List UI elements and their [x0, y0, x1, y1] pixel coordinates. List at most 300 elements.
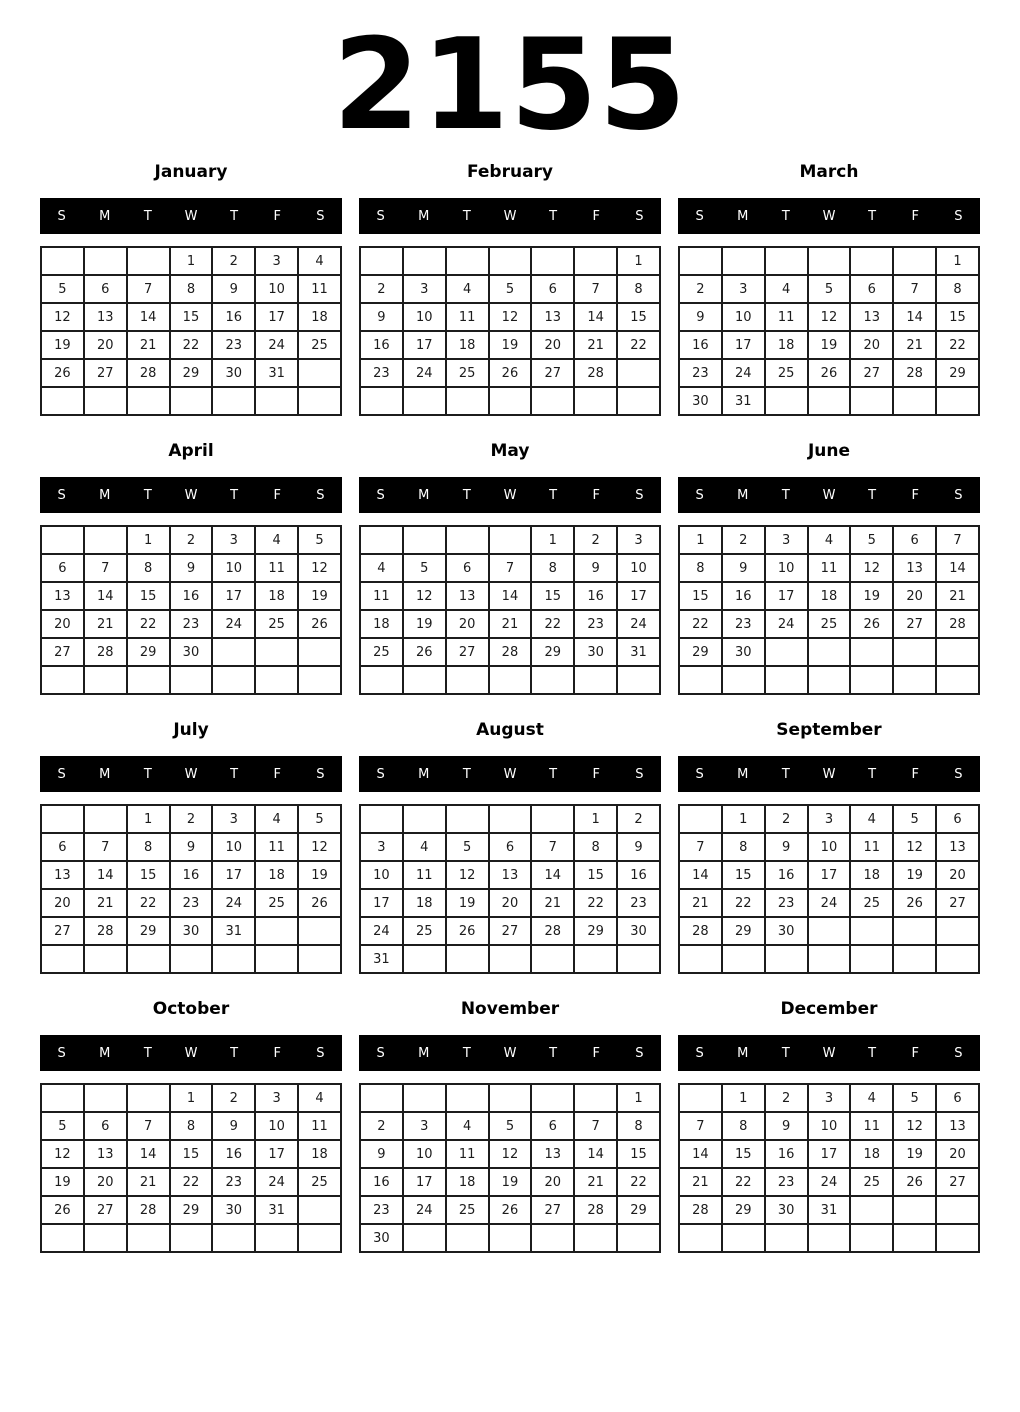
date-cell: 21 [84, 889, 127, 917]
empty-cell [170, 945, 213, 973]
date-grid [678, 1083, 980, 1253]
date-cell: 24 [617, 610, 660, 638]
date-cell: 8 [722, 833, 765, 861]
date-cell: 28 [127, 359, 170, 387]
date-cell: 15 [617, 1140, 660, 1168]
weekday-header-bar [359, 477, 661, 513]
date-cell: 30 [765, 917, 808, 945]
date-cell: 29 [170, 359, 213, 387]
date-cell: 30 [212, 1196, 255, 1224]
weekday-header-bar [359, 756, 661, 792]
date-cell: 12 [893, 1112, 936, 1140]
date-cell: 10 [212, 833, 255, 861]
date-cell: 29 [574, 917, 617, 945]
date-cell: 29 [936, 359, 979, 387]
date-cell: 30 [360, 1224, 403, 1252]
date-cell: 18 [255, 582, 298, 610]
date-cell: 27 [41, 638, 84, 666]
empty-cell [403, 247, 446, 275]
empty-cell [298, 917, 341, 945]
date-cell: 10 [808, 833, 851, 861]
date-cell: 17 [255, 303, 298, 331]
weekday-label: S [954, 208, 963, 224]
empty-cell [446, 387, 489, 415]
date-cell: 18 [446, 1168, 489, 1196]
empty-cell [617, 945, 660, 973]
date-cell: 24 [255, 331, 298, 359]
week-row [41, 303, 341, 331]
empty-cell [41, 805, 84, 833]
empty-cell [531, 387, 574, 415]
empty-cell [446, 1084, 489, 1112]
week-row [360, 1168, 660, 1196]
date-cell: 19 [446, 889, 489, 917]
date-cell: 20 [893, 582, 936, 610]
week-row [41, 666, 341, 694]
week-row [679, 554, 979, 582]
date-grid [40, 804, 342, 974]
date-cell: 25 [850, 889, 893, 917]
date-cell: 1 [127, 526, 170, 554]
empty-cell [41, 666, 84, 694]
date-cell: 16 [679, 331, 722, 359]
week-row [679, 526, 979, 554]
weekday-label: S [376, 1045, 385, 1061]
empty-cell [446, 666, 489, 694]
empty-cell [808, 666, 851, 694]
empty-cell [936, 387, 979, 415]
date-cell: 23 [574, 610, 617, 638]
date-cell: 13 [936, 833, 979, 861]
weekday-label: F [911, 487, 920, 503]
date-cell: 16 [360, 331, 403, 359]
date-cell: 30 [679, 387, 722, 415]
weekday-label: S [695, 766, 704, 782]
date-cell: 11 [446, 1140, 489, 1168]
date-cell: 3 [765, 526, 808, 554]
date-cell: 14 [893, 303, 936, 331]
month-title: May [490, 441, 530, 461]
date-cell: 20 [850, 331, 893, 359]
date-cell: 5 [298, 526, 341, 554]
date-cell: 11 [298, 275, 341, 303]
date-cell: 28 [531, 917, 574, 945]
date-grid [40, 1083, 342, 1253]
empty-cell [84, 526, 127, 554]
month-title: February [466, 162, 554, 182]
month-title: September [776, 720, 882, 740]
date-cell: 2 [574, 526, 617, 554]
date-cell: 10 [617, 554, 660, 582]
date-cell: 20 [84, 331, 127, 359]
date-cell: 27 [489, 917, 532, 945]
date-cell: 5 [41, 275, 84, 303]
empty-cell [765, 638, 808, 666]
date-cell: 5 [808, 275, 851, 303]
date-cell: 9 [212, 1112, 255, 1140]
week-row [679, 945, 979, 973]
empty-cell [679, 666, 722, 694]
weekday-header-bar [359, 1035, 661, 1071]
date-cell: 18 [808, 582, 851, 610]
date-cell: 22 [170, 1168, 213, 1196]
date-cell: 21 [893, 331, 936, 359]
week-row [360, 1196, 660, 1224]
date-cell: 25 [765, 359, 808, 387]
date-cell: 25 [255, 610, 298, 638]
date-cell: 27 [893, 610, 936, 638]
date-cell: 16 [617, 861, 660, 889]
weekday-label: S [57, 208, 66, 224]
month-block-november [359, 999, 661, 1253]
date-cell: 15 [531, 582, 574, 610]
empty-cell [403, 1224, 446, 1252]
date-cell: 4 [446, 275, 489, 303]
empty-cell [765, 247, 808, 275]
empty-cell [298, 1224, 341, 1252]
date-cell: 6 [41, 554, 84, 582]
date-cell: 22 [617, 331, 660, 359]
weekday-label: W [184, 1045, 198, 1061]
date-cell: 23 [212, 1168, 255, 1196]
date-cell: 11 [403, 861, 446, 889]
date-cell: 20 [446, 610, 489, 638]
date-cell: 5 [893, 805, 936, 833]
date-cell: 6 [489, 833, 532, 861]
weekday-label: M [418, 766, 430, 782]
weekday-label: M [737, 208, 749, 224]
date-cell: 29 [617, 1196, 660, 1224]
empty-cell [574, 945, 617, 973]
date-cell: 8 [617, 275, 660, 303]
date-cell: 11 [446, 303, 489, 331]
date-cell: 7 [84, 833, 127, 861]
date-cell: 14 [84, 861, 127, 889]
weekday-label: M [418, 208, 430, 224]
date-cell: 31 [722, 387, 765, 415]
month-block-april [40, 441, 342, 695]
empty-cell [574, 247, 617, 275]
date-cell: 30 [212, 359, 255, 387]
date-cell: 27 [531, 359, 574, 387]
weekday-label: S [316, 766, 325, 782]
weekday-label: S [376, 487, 385, 503]
weekday-label: F [273, 766, 282, 782]
week-row [360, 554, 660, 582]
empty-cell [765, 945, 808, 973]
date-cell: 23 [765, 1168, 808, 1196]
date-cell: 2 [765, 1084, 808, 1112]
date-cell: 19 [850, 582, 893, 610]
date-cell: 16 [170, 861, 213, 889]
date-cell: 26 [403, 638, 446, 666]
week-row [360, 1224, 660, 1252]
date-cell: 19 [403, 610, 446, 638]
date-cell: 21 [84, 610, 127, 638]
empty-cell [617, 359, 660, 387]
date-cell: 2 [722, 526, 765, 554]
empty-cell [84, 247, 127, 275]
date-cell: 26 [808, 359, 851, 387]
date-cell: 28 [574, 359, 617, 387]
empty-cell [170, 666, 213, 694]
date-cell: 19 [298, 861, 341, 889]
month-block-january [40, 162, 342, 416]
date-cell: 22 [170, 331, 213, 359]
date-cell: 18 [403, 889, 446, 917]
date-cell: 26 [41, 359, 84, 387]
weekday-label: S [954, 1045, 963, 1061]
weekday-header-bar [678, 198, 980, 234]
empty-cell [212, 666, 255, 694]
date-cell: 13 [531, 303, 574, 331]
date-cell: 15 [127, 861, 170, 889]
date-cell: 19 [893, 1140, 936, 1168]
date-cell: 2 [170, 805, 213, 833]
weekday-label: M [99, 208, 111, 224]
week-row [41, 917, 341, 945]
date-cell: 20 [489, 889, 532, 917]
weekday-label: W [184, 208, 198, 224]
date-cell: 30 [765, 1196, 808, 1224]
weekday-label: M [737, 1045, 749, 1061]
date-cell: 8 [722, 1112, 765, 1140]
empty-cell [360, 805, 403, 833]
date-cell: 31 [617, 638, 660, 666]
date-cell: 29 [722, 917, 765, 945]
week-row [360, 945, 660, 973]
empty-cell [84, 945, 127, 973]
date-cell: 14 [936, 554, 979, 582]
date-cell: 23 [170, 610, 213, 638]
date-cell: 26 [446, 917, 489, 945]
week-row [41, 1140, 341, 1168]
empty-cell [84, 387, 127, 415]
date-cell: 15 [574, 861, 617, 889]
date-cell: 29 [170, 1196, 213, 1224]
empty-cell [41, 387, 84, 415]
weekday-label: S [695, 1045, 704, 1061]
date-cell: 15 [679, 582, 722, 610]
empty-cell [893, 1196, 936, 1224]
date-cell: 17 [403, 1168, 446, 1196]
date-cell: 22 [617, 1168, 660, 1196]
year-title: 2155 [332, 11, 688, 158]
date-cell: 6 [936, 1084, 979, 1112]
date-cell: 27 [84, 359, 127, 387]
date-cell: 29 [127, 638, 170, 666]
date-cell: 1 [679, 526, 722, 554]
weekday-label: F [592, 487, 601, 503]
empty-cell [298, 666, 341, 694]
date-cell: 13 [446, 582, 489, 610]
weekday-label: T [462, 1045, 471, 1061]
empty-cell [936, 638, 979, 666]
empty-cell [893, 387, 936, 415]
date-cell: 1 [722, 1084, 765, 1112]
date-cell: 17 [212, 582, 255, 610]
empty-cell [127, 387, 170, 415]
date-cell: 8 [574, 833, 617, 861]
empty-cell [84, 805, 127, 833]
date-cell: 22 [722, 1168, 765, 1196]
date-grid [359, 525, 661, 695]
date-cell: 20 [531, 1168, 574, 1196]
empty-cell [722, 666, 765, 694]
date-cell: 5 [446, 833, 489, 861]
weekday-label: S [695, 208, 704, 224]
weekday-label: S [316, 1045, 325, 1061]
date-cell: 14 [127, 303, 170, 331]
date-cell: 26 [489, 1196, 532, 1224]
empty-cell [403, 805, 446, 833]
empty-cell [893, 638, 936, 666]
date-cell: 16 [212, 1140, 255, 1168]
empty-cell [212, 638, 255, 666]
date-cell: 3 [403, 1112, 446, 1140]
week-row [360, 247, 660, 275]
empty-cell [531, 805, 574, 833]
week-row [360, 805, 660, 833]
date-cell: 8 [127, 833, 170, 861]
weekday-label: F [592, 208, 601, 224]
date-cell: 1 [574, 805, 617, 833]
empty-cell [170, 1224, 213, 1252]
empty-cell [212, 1224, 255, 1252]
date-cell: 22 [574, 889, 617, 917]
week-row [679, 1196, 979, 1224]
date-cell: 10 [403, 303, 446, 331]
date-cell: 3 [212, 805, 255, 833]
weekday-label: S [695, 487, 704, 503]
empty-cell [936, 1224, 979, 1252]
empty-cell [127, 247, 170, 275]
date-cell: 3 [808, 1084, 851, 1112]
date-cell: 1 [617, 1084, 660, 1112]
date-cell: 16 [765, 1140, 808, 1168]
empty-cell [360, 247, 403, 275]
date-cell: 6 [41, 833, 84, 861]
date-cell: 3 [212, 526, 255, 554]
weekday-label: S [635, 1045, 644, 1061]
date-cell: 23 [170, 889, 213, 917]
month-block-september [678, 720, 980, 974]
date-cell: 20 [41, 889, 84, 917]
weekday-label: F [592, 766, 601, 782]
date-cell: 22 [127, 610, 170, 638]
date-cell: 2 [679, 275, 722, 303]
empty-cell [531, 666, 574, 694]
date-cell: 4 [850, 1084, 893, 1112]
empty-cell [298, 638, 341, 666]
date-cell: 10 [765, 554, 808, 582]
week-row [679, 1140, 979, 1168]
date-cell: 10 [212, 554, 255, 582]
date-cell: 5 [41, 1112, 84, 1140]
empty-cell [679, 1224, 722, 1252]
week-row [679, 247, 979, 275]
weekday-label: M [737, 487, 749, 503]
weekday-label: W [503, 208, 517, 224]
date-cell: 13 [936, 1112, 979, 1140]
weekday-label: T [549, 487, 558, 503]
empty-cell [360, 1084, 403, 1112]
week-row [679, 359, 979, 387]
date-cell: 3 [360, 833, 403, 861]
date-cell: 16 [170, 582, 213, 610]
empty-cell [893, 1224, 936, 1252]
date-grid [40, 246, 342, 416]
date-cell: 9 [765, 833, 808, 861]
date-cell: 21 [489, 610, 532, 638]
date-cell: 18 [850, 861, 893, 889]
date-cell: 9 [765, 1112, 808, 1140]
weekday-label: S [316, 487, 325, 503]
date-cell: 9 [679, 303, 722, 331]
date-cell: 26 [489, 359, 532, 387]
weekday-header-bar [678, 756, 980, 792]
date-grid [359, 804, 661, 974]
month-title: July [173, 720, 209, 740]
week-row [360, 1084, 660, 1112]
date-cell: 27 [531, 1196, 574, 1224]
date-cell: 28 [679, 917, 722, 945]
date-cell: 13 [41, 861, 84, 889]
date-cell: 19 [298, 582, 341, 610]
weekday-label: T [781, 487, 790, 503]
date-cell: 4 [255, 526, 298, 554]
empty-cell [936, 945, 979, 973]
date-cell: 8 [531, 554, 574, 582]
weekday-header-bar [40, 198, 342, 234]
weekday-label: S [57, 487, 66, 503]
date-cell: 29 [679, 638, 722, 666]
date-cell: 2 [765, 805, 808, 833]
date-cell: 23 [722, 610, 765, 638]
week-row [41, 833, 341, 861]
date-cell: 5 [489, 1112, 532, 1140]
date-cell: 15 [617, 303, 660, 331]
empty-cell [403, 666, 446, 694]
date-cell: 14 [84, 582, 127, 610]
week-row [679, 805, 979, 833]
date-cell: 12 [298, 554, 341, 582]
date-cell: 5 [489, 275, 532, 303]
empty-cell [298, 387, 341, 415]
empty-cell [765, 387, 808, 415]
week-row [41, 247, 341, 275]
date-cell: 21 [531, 889, 574, 917]
weekday-label: T [143, 766, 152, 782]
date-cell: 7 [679, 833, 722, 861]
date-cell: 4 [808, 526, 851, 554]
date-cell: 24 [255, 1168, 298, 1196]
empty-cell [936, 1196, 979, 1224]
date-cell: 5 [298, 805, 341, 833]
date-cell: 25 [255, 889, 298, 917]
date-cell: 31 [255, 1196, 298, 1224]
empty-cell [808, 387, 851, 415]
date-cell: 4 [446, 1112, 489, 1140]
date-cell: 8 [127, 554, 170, 582]
date-cell: 9 [574, 554, 617, 582]
date-cell: 11 [808, 554, 851, 582]
date-cell: 31 [360, 945, 403, 973]
date-cell: 25 [446, 1196, 489, 1224]
empty-cell [360, 387, 403, 415]
date-cell: 8 [936, 275, 979, 303]
week-row [41, 526, 341, 554]
